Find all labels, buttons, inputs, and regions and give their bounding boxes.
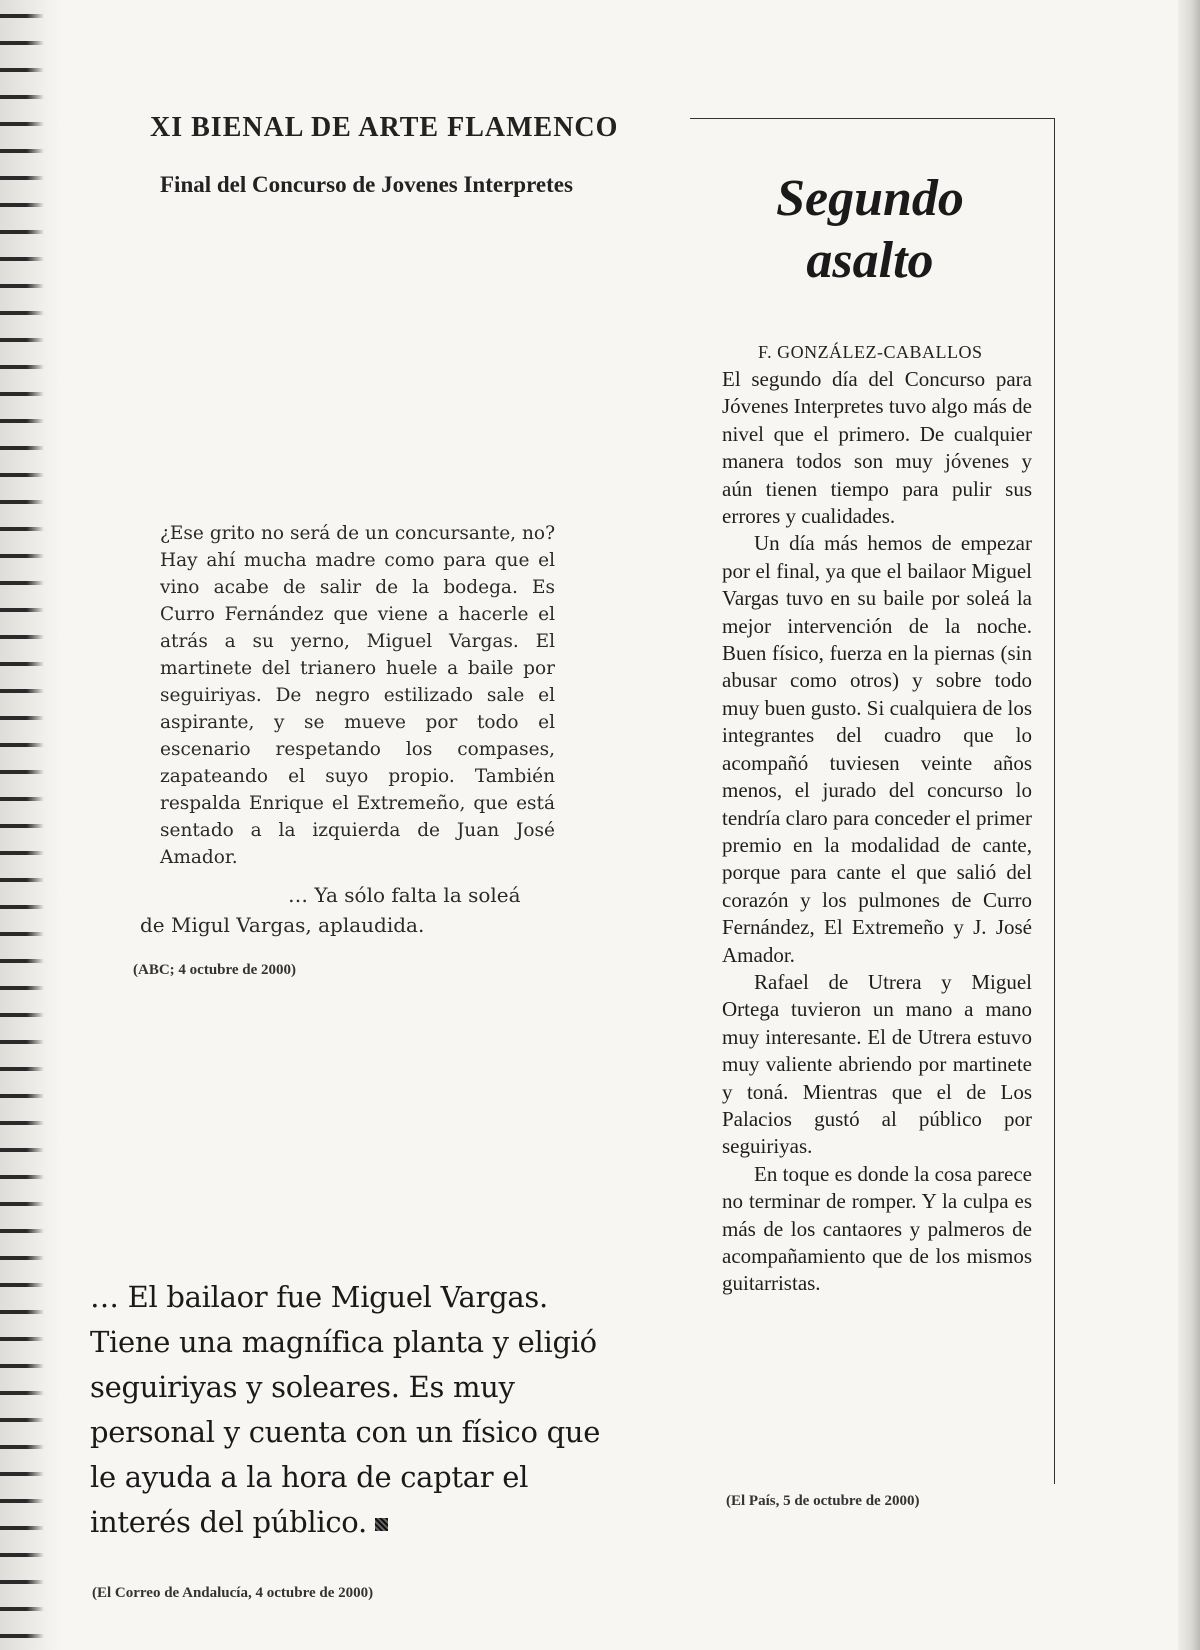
pais-title-line-2: asalto [806, 232, 934, 289]
page-edge [1178, 0, 1200, 1650]
pais-paragraph: En toque es donde la cosa parece no terminar de romper. Y la culpa es más de los cantaores y palmeros de acompañamiento que de los mismos guitarristas. [722, 1161, 1032, 1296]
abc-closing-line-2: de Migul Vargas, aplaudida. [140, 913, 425, 937]
pais-article [722, 366, 1032, 1298]
pais-paragraph: El segundo día del Concurso para Jóvenes Interpretes tuvo algo más de nivel que el primero. De cualquier manera todos son muy jóvenes y aún tienen tiempo para pulir sus errores y cualidades. [722, 367, 1032, 529]
abc-closing-line-1: … Ya sólo falta la soleá [288, 883, 521, 907]
pais-paragraph: Rafael de Utrera y Miguel Ortega tuvieron un mano a mano muy interesante. El de Utrera estuvo muy valiente abriendo por martinete y toná. Mientras que el de Los Palacios gustó al público por seguiriyas. [722, 969, 1032, 1159]
page-heading: XI BIENAL DE ARTE FLAMENCO [150, 112, 619, 143]
pais-title [720, 168, 1020, 292]
abc-paragraph: ¿Ese grito no será de un concursante, no? Hay ahí mucha madre como para que el vino acabe de salir de la bodega. Es Curro Fernández que viene a hacerle el atrás a su yerno, Miguel Vargas. El martinete del trianero huele a baile por seguiriyas. De negro estilizado sale el aspirante, y se mueve por todo el escenario respetando los compases, zapateando el suyo propio. También respalda Enrique el Extremeño, que está sentado a la izquierda de Juan José Amador. [160, 523, 555, 868]
end-mark-icon [375, 1518, 388, 1531]
abc-closing [140, 880, 560, 940]
pais-title-line-1: Segundo [776, 170, 964, 227]
correo-source: (El Correo de Andalucía, 4 octubre de 2000) [92, 1585, 374, 1601]
pais-author: F. GONZÁLEZ-CABALLOS [758, 342, 983, 362]
pais-paragraph: Un día más hemos de empezar por el final, ya que el bailaor Miguel Vargas tuvo en su baile por soleá la mejor intervención de la noche. Buen físico, fuerza en la piernas (sin abusar como otros) y sobre todo muy buen gusto. Si cualquiera de los integrantes del cuadro que lo acompañó tuviesen veinte años menos, el jurado del concurso lo tendría claro para conceder el primer premio en la modalidad de cante, porque para cante el que salió del corazón y los pulmones de Curro Fernández, El Extremeño y J. José Amador. [722, 531, 1032, 967]
correo-text: … El bailaor fue Miguel Vargas. Tiene una magnífica planta y eligió seguiriyas y soleares. Es muy personal y cuenta con un físico que le ayuda a la hora de captar el interés del público. [90, 1280, 601, 1539]
page-subheading: Final del Concurso de Jovenes Interpretes [160, 172, 573, 197]
pais-source: (El País, 5 de octubre de 2000) [726, 1493, 920, 1509]
abc-article [160, 520, 555, 871]
abc-source: (ABC; 4 octubre de 2000) [133, 962, 297, 978]
correo-article [90, 1275, 620, 1545]
spiral-binding [0, 0, 44, 1650]
